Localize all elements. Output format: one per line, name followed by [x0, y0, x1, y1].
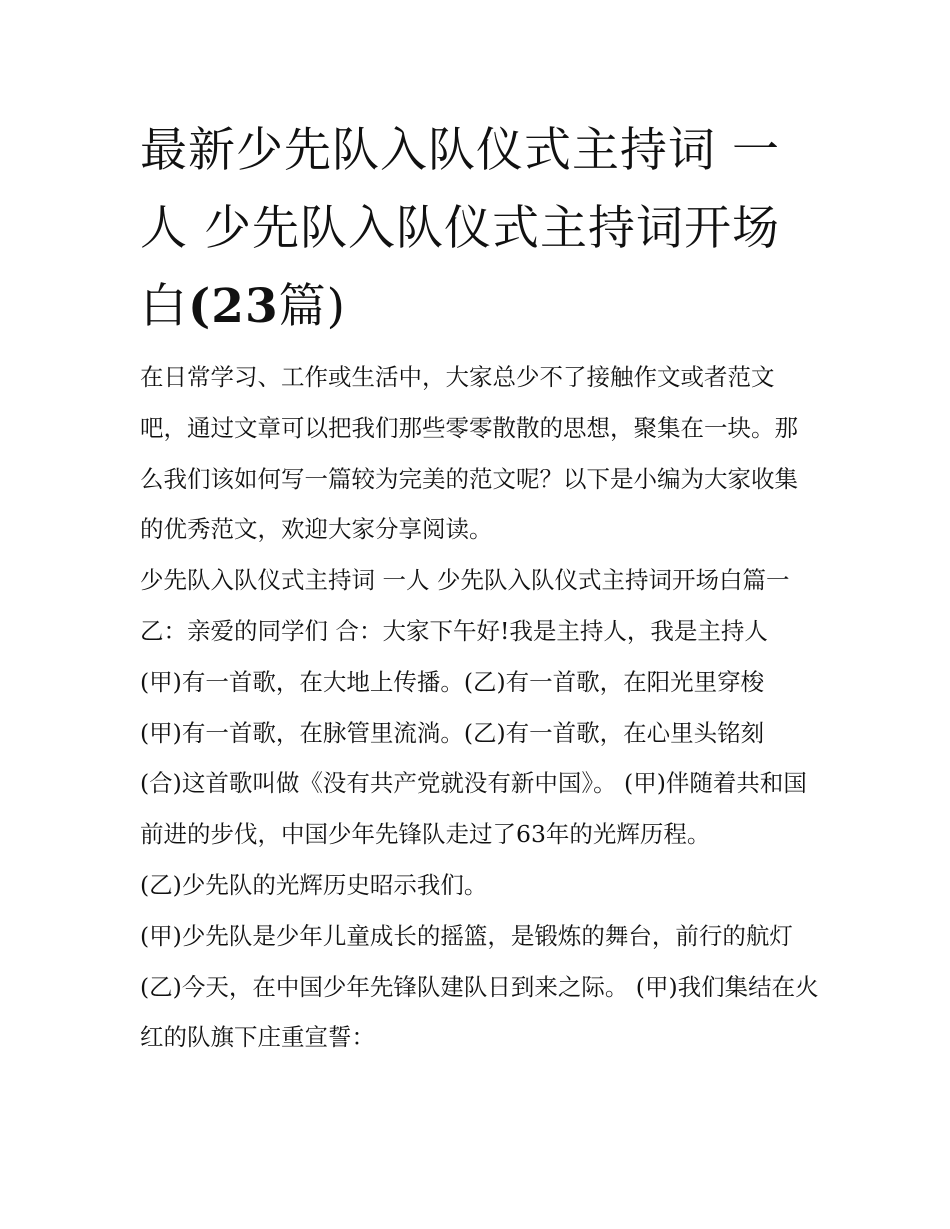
- paragraph-history: (乙)少先队的光辉历史昭示我们。: [140, 870, 488, 899]
- paragraph-song-1: (甲)有一首歌，在大地上传播。(乙)有一首歌，在阳光里穿梭: [140, 667, 765, 696]
- document-title: 最新少先队入队仪式主持词 一人 少先队入队仪式主持词开场白(23篇): [140, 123, 780, 334]
- paragraph-song-title: (合)这首歌叫做《没有共产党就没有新中国》。 (甲)伴随着共和国前进的步伐，中国少年先锋队走过了63年的光辉历程。: [140, 769, 807, 849]
- paragraph-song-2: (甲)有一首歌，在脉管里流淌。(乙)有一首歌，在心里头铭刻: [140, 718, 765, 747]
- title-count: (23: [188, 279, 279, 334]
- paragraph-opening: 少先队入队仪式主持词 一人 少先队入队仪式主持词开场白篇一 乙：亲爱的同学们 合：大家下午好!我是主持人，我是主持人: [140, 566, 790, 645]
- paragraph-intro: 在日常学习、工作或生活中，大家总少不了接触作文或者范文吧，通过文章可以把我们那些零零散散的思想，聚集在一块。那么我们该如何写一篇较为完美的范文呢？以下是小编为大家收集的优秀范文，欢迎大家分享阅读。: [140, 363, 798, 544]
- document-body: [140, 352, 820, 1063]
- paragraph-pledge: (甲)少先队是少年儿童成长的摇篮，是锻炼的舞台，前行的航灯 (乙)今天，在中国少年先锋队建队日到来之际。 (甲)我们集结在火红的队旗下庄重宣誓：: [140, 921, 819, 1052]
- document-page: [140, 112, 820, 1063]
